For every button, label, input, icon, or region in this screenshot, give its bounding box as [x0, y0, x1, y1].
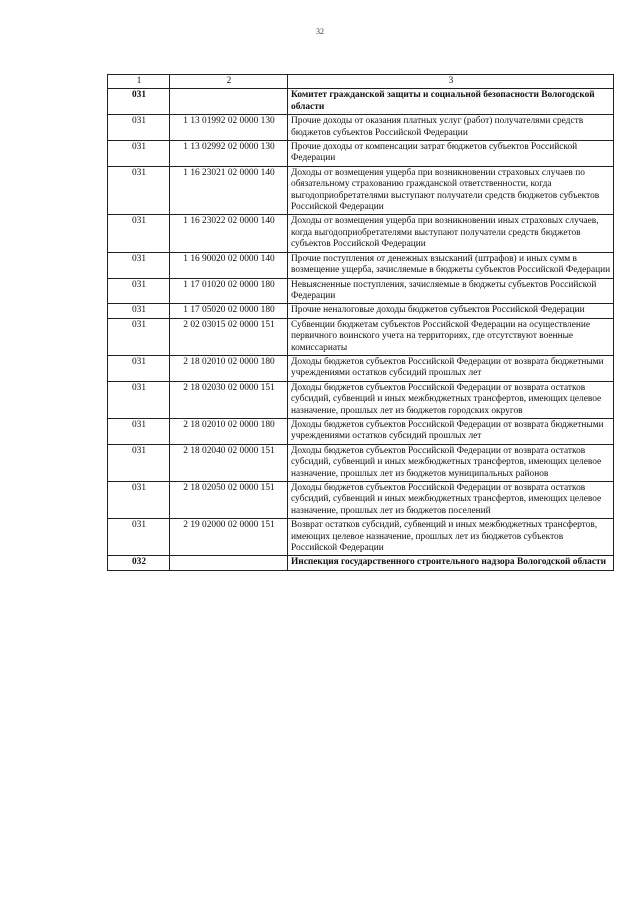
revenue-code-cell: 2 18 02050 02 0000 151 — [170, 482, 288, 519]
table-row — [108, 141, 614, 167]
revenue-name-cell: Доходы от возмещения ущерба при возникновении страховых случаев по обязательному страхованию гражданской ответственности, когда выгодоприобретателями выступают получатели средств бюджетов субъектов Российской Федерации — [288, 166, 614, 215]
admin-code-cell: 031 — [108, 278, 170, 304]
revenue-code-cell: 2 18 02030 02 0000 151 — [170, 381, 288, 418]
page-number: 32 — [316, 27, 324, 36]
admin-code-cell: 031 — [108, 115, 170, 141]
revenue-name-cell: Возврат остатков субсидий, субвенций и иных межбюджетных трансфертов, имеющих целевое назначение, прошлых лет из бюджетов субъектов Российской Федерации — [288, 519, 614, 556]
table-row — [108, 318, 614, 355]
revenue-name-cell: Прочие доходы от компенсации затрат бюджетов субъектов Российской Федерации — [288, 141, 614, 167]
revenue-name-cell: Доходы бюджетов субъектов Российской Федерации от возврата остатков субсидий, субвенций и иных межбюджетных трансфертов, имеющих целевое назначение, прошлых лет из бюджетов поселений — [288, 482, 614, 519]
section-row — [108, 89, 614, 115]
revenue-name-cell: Невыясненные поступления, зачисляемые в бюджеты субъектов Российской Федерации — [288, 278, 614, 304]
revenue-code-cell: 2 02 03015 02 0000 151 — [170, 318, 288, 355]
table-row — [108, 278, 614, 304]
table-row — [108, 166, 614, 215]
revenue-name-cell: Доходы бюджетов субъектов Российской Федерации от возврата бюджетными учреждениями остатков субсидий прошлых лет — [288, 355, 614, 381]
table-row — [108, 304, 614, 318]
table-row — [108, 381, 614, 418]
revenue-name-cell: Прочие неналоговые доходы бюджетов субъектов Российской Федерации — [288, 304, 614, 318]
column-header-3: 3 — [288, 75, 614, 89]
table-body — [108, 75, 614, 571]
table-row — [108, 418, 614, 444]
revenue-name-cell: Прочие поступления от денежных взысканий (штрафов) и иных сумм в возмещение ущерба, зачисляемые в бюджеты субъектов Российской Федерации — [288, 252, 614, 278]
revenue-name-cell: Инспекция государственного строительного надзора Вологодской области — [288, 556, 614, 570]
revenue-name-cell: Комитет гражданской защиты и социальной безопасности Вологодской области — [288, 89, 614, 115]
admin-code-cell: 031 — [108, 166, 170, 215]
table-row — [108, 444, 614, 481]
column-header-2: 2 — [170, 75, 288, 89]
revenue-name-cell: Доходы от возмещения ущерба при возникновении иных страховых случаев, когда выгодоприобретателями выступают получатели средств бюджетов субъектов Российской Федерации — [288, 215, 614, 252]
admin-code-cell: 031 — [108, 304, 170, 318]
revenue-code-cell: 1 13 02992 02 0000 130 — [170, 141, 288, 167]
admin-code-cell: 031 — [108, 215, 170, 252]
admin-code-cell: 031 — [108, 252, 170, 278]
table-row — [108, 115, 614, 141]
admin-code-cell: 031 — [108, 318, 170, 355]
revenue-code-cell — [170, 556, 288, 570]
revenue-name-cell: Доходы бюджетов субъектов Российской Федерации от возврата бюджетными учреждениями остатков субсидий прошлых лет — [288, 418, 614, 444]
revenue-name-cell: Доходы бюджетов субъектов Российской Федерации от возврата остатков субсидий, субвенций и иных межбюджетных трансфертов, имеющих целевое назначение, прошлых лет из бюджетов городских округов — [288, 381, 614, 418]
revenue-code-cell: 1 17 05020 02 0000 180 — [170, 304, 288, 318]
revenue-code-cell: 1 16 23022 02 0000 140 — [170, 215, 288, 252]
revenue-code-cell: 1 16 23021 02 0000 140 — [170, 166, 288, 215]
column-header-1: 1 — [108, 75, 170, 89]
revenue-codes-table — [107, 74, 614, 571]
admin-code-cell: 032 — [108, 556, 170, 570]
section-row — [108, 556, 614, 570]
table-row — [108, 519, 614, 556]
revenue-code-cell: 1 16 90020 02 0000 140 — [170, 252, 288, 278]
table-row — [108, 355, 614, 381]
admin-code-cell: 031 — [108, 381, 170, 418]
admin-code-cell: 031 — [108, 355, 170, 381]
table-row — [108, 482, 614, 519]
revenue-code-cell: 2 18 02040 02 0000 151 — [170, 444, 288, 481]
revenue-code-cell: 1 17 01020 02 0000 180 — [170, 278, 288, 304]
revenue-code-cell — [170, 89, 288, 115]
revenue-name-cell: Субвенции бюджетам субъектов Российской Федерации на осуществление первичного воинского учета на территориях, где отсутствуют военные комиссариаты — [288, 318, 614, 355]
revenue-code-cell: 2 18 02010 02 0000 180 — [170, 355, 288, 381]
table-header-row — [108, 75, 614, 89]
admin-code-cell: 031 — [108, 482, 170, 519]
revenue-code-cell: 2 19 02000 02 0000 151 — [170, 519, 288, 556]
revenue-name-cell: Доходы бюджетов субъектов Российской Федерации от возврата остатков субсидий, субвенций и иных межбюджетных трансфертов, имеющих целевое назначение, прошлых лет из бюджетов муниципальных районов — [288, 444, 614, 481]
admin-code-cell: 031 — [108, 89, 170, 115]
revenue-code-cell: 2 18 02010 02 0000 180 — [170, 418, 288, 444]
admin-code-cell: 031 — [108, 444, 170, 481]
revenue-code-cell: 1 13 01992 02 0000 130 — [170, 115, 288, 141]
admin-code-cell: 031 — [108, 418, 170, 444]
admin-code-cell: 031 — [108, 519, 170, 556]
admin-code-cell: 031 — [108, 141, 170, 167]
table-row — [108, 215, 614, 252]
table-row — [108, 252, 614, 278]
revenue-name-cell: Прочие доходы от оказания платных услуг (работ) получателями средств бюджетов субъектов Российской Федерации — [288, 115, 614, 141]
